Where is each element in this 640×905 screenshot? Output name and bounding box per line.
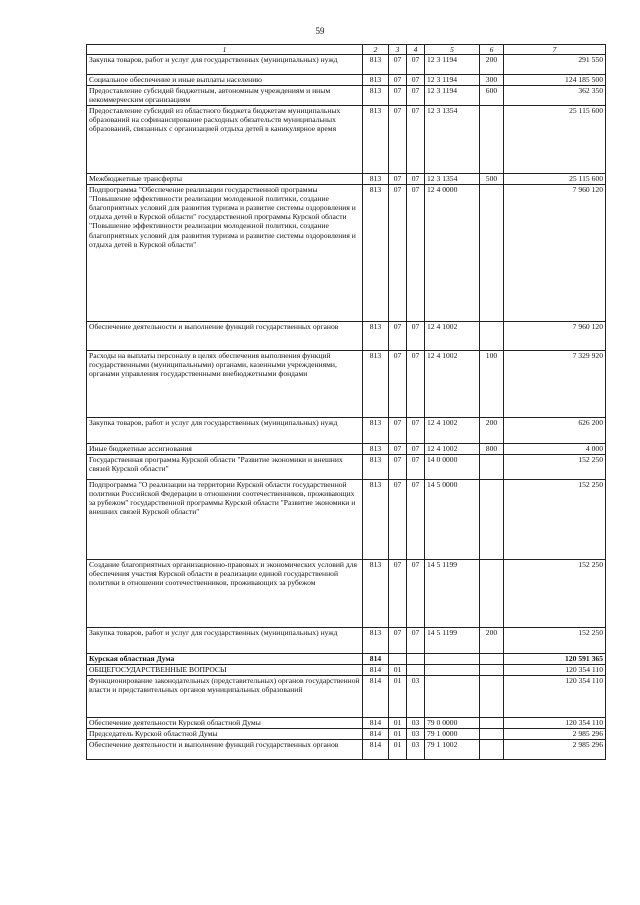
table-row xyxy=(87,185,606,322)
row-target-article: 79 1 1002 xyxy=(425,740,480,760)
row-target-article: 12 4 1002 xyxy=(425,322,480,351)
row-target-article: 12 3 1194 xyxy=(425,75,480,86)
row-target-article xyxy=(425,676,480,718)
row-name: Иные бюджетные ассигнования xyxy=(87,444,363,455)
row-amount: 2 985 296 xyxy=(504,740,606,760)
row-grbs-code: 813 xyxy=(363,560,389,628)
row-amount: 120 354 110 xyxy=(504,676,606,718)
row-name: Межбюджетные трансферты xyxy=(87,174,363,185)
row-grbs-code: 813 xyxy=(363,480,389,560)
row-subsection-code: 07 xyxy=(407,106,425,174)
row-amount: 120 354 110 xyxy=(504,718,606,729)
row-grbs-code: 814 xyxy=(363,665,389,676)
row-grbs-code: 813 xyxy=(363,444,389,455)
budget-table xyxy=(86,44,606,760)
row-section-code: 07 xyxy=(389,174,407,185)
row-name: Создание благоприятных организационно-правовых и экономических условий для обеспечения участия Курской области в реализации единой государственной политики в отношении соотечественников, проживающих за рубежом xyxy=(87,560,363,628)
table-row xyxy=(87,106,606,174)
row-amount: 2 985 296 xyxy=(504,729,606,740)
row-subsection-code: 03 xyxy=(407,718,425,729)
column-header-7: 7 xyxy=(504,45,606,55)
row-grbs-code: 813 xyxy=(363,174,389,185)
row-subsection-code: 07 xyxy=(407,480,425,560)
row-expense-type: 300 xyxy=(480,75,504,86)
row-amount: 7 960 120 xyxy=(504,322,606,351)
table-row xyxy=(87,628,606,654)
row-subsection-code: 03 xyxy=(407,740,425,760)
row-grbs-code: 813 xyxy=(363,185,389,322)
row-name: Функционирование законодательных (представительных) органов государственной власти и представительных органов муниципальных образований xyxy=(87,676,363,718)
row-grbs-code: 814 xyxy=(363,676,389,718)
row-target-article: 79 1 0000 xyxy=(425,729,480,740)
row-name: Закупка товаров, работ и услуг для государственных (муниципальных) нужд xyxy=(87,418,363,444)
row-target-article: 12 3 1194 xyxy=(425,55,480,75)
row-section-code: 07 xyxy=(389,351,407,418)
table-row xyxy=(87,55,606,75)
row-target-article: 12 4 0000 xyxy=(425,185,480,322)
table-row xyxy=(87,75,606,86)
row-amount: 7 329 920 xyxy=(504,351,606,418)
row-subsection-code: 07 xyxy=(407,322,425,351)
row-subsection-code: 07 xyxy=(407,418,425,444)
row-target-article xyxy=(425,654,480,665)
table-row xyxy=(87,444,606,455)
row-subsection-code: 07 xyxy=(407,455,425,480)
table-row xyxy=(87,665,606,676)
row-grbs-code: 814 xyxy=(363,654,389,665)
row-subsection-code: 07 xyxy=(407,560,425,628)
row-subsection-code: 07 xyxy=(407,444,425,455)
row-name: Подпрограмма "О реализации на территории Курской области государственной политики Российской Федерации в отношении соотечественников, проживающих за рубежом" государственной программы Курской области "Развитие экономики и внешних связей Курской области" xyxy=(87,480,363,560)
column-number-header xyxy=(87,45,606,55)
row-subsection-code: 07 xyxy=(407,174,425,185)
row-section-code: 07 xyxy=(389,444,407,455)
row-section-code: 07 xyxy=(389,480,407,560)
row-amount: 626 200 xyxy=(504,418,606,444)
column-header-4: 4 xyxy=(407,45,425,55)
row-subsection-code xyxy=(407,654,425,665)
row-grbs-code: 813 xyxy=(363,322,389,351)
row-grbs-code: 813 xyxy=(363,418,389,444)
row-section-code: 01 xyxy=(389,718,407,729)
row-name: Закупка товаров, работ и услуг для государственных (муниципальных) нужд xyxy=(87,55,363,75)
row-expense-type xyxy=(480,455,504,480)
row-expense-type xyxy=(480,560,504,628)
table-row xyxy=(87,654,606,665)
row-subsection-code: 03 xyxy=(407,676,425,718)
row-subsection-code: 07 xyxy=(407,55,425,75)
row-grbs-code: 813 xyxy=(363,106,389,174)
table-row xyxy=(87,322,606,351)
row-expense-type: 800 xyxy=(480,444,504,455)
table-body xyxy=(87,45,606,760)
row-amount: 120 354 110 xyxy=(504,665,606,676)
row-grbs-code: 813 xyxy=(363,455,389,480)
row-grbs-code: 814 xyxy=(363,729,389,740)
row-expense-type xyxy=(480,322,504,351)
row-amount: 152 250 xyxy=(504,455,606,480)
row-expense-type: 200 xyxy=(480,55,504,75)
row-amount: 362 350 xyxy=(504,86,606,106)
table-row xyxy=(87,718,606,729)
row-subsection-code: 07 xyxy=(407,351,425,418)
column-header-6: 6 xyxy=(480,45,504,55)
row-name: Председатель Курской областной Думы xyxy=(87,729,363,740)
row-amount: 4 000 xyxy=(504,444,606,455)
row-section-code: 01 xyxy=(389,729,407,740)
row-subsection-code: 07 xyxy=(407,185,425,322)
row-expense-type xyxy=(480,665,504,676)
row-grbs-code: 814 xyxy=(363,740,389,760)
row-expense-type xyxy=(480,676,504,718)
row-expense-type: 100 xyxy=(480,351,504,418)
row-name: Государственная программа Курской области "Развитие экономики и внешних связей Курской области" xyxy=(87,455,363,480)
row-subsection-code: 03 xyxy=(407,729,425,740)
table-row xyxy=(87,86,606,106)
table-row xyxy=(87,455,606,480)
row-expense-type xyxy=(480,480,504,560)
row-grbs-code: 813 xyxy=(363,628,389,654)
row-target-article: 12 3 1354 xyxy=(425,174,480,185)
row-expense-type xyxy=(480,654,504,665)
row-expense-type xyxy=(480,185,504,322)
row-section-code: 01 xyxy=(389,665,407,676)
page-number: 59 xyxy=(315,26,325,36)
row-amount: 25 115 600 xyxy=(504,106,606,174)
row-name: Предоставление субсидий бюджетным, автономным учреждениям и иным некоммерческим организациям xyxy=(87,86,363,106)
row-target-article: 14 0 0000 xyxy=(425,455,480,480)
row-grbs-code: 814 xyxy=(363,718,389,729)
row-name: Расходы на выплаты персоналу в целях обеспечения выполнения функций государственными (муниципальными) органами, казенными учреждениями, органами управления государственными внебюджетными фондами xyxy=(87,351,363,418)
table-row xyxy=(87,560,606,628)
table-row xyxy=(87,676,606,718)
row-amount: 152 250 xyxy=(504,560,606,628)
row-target-article: 14 5 1199 xyxy=(425,560,480,628)
row-subsection-code: 07 xyxy=(407,86,425,106)
row-section-code: 07 xyxy=(389,185,407,322)
row-expense-type: 200 xyxy=(480,628,504,654)
row-amount: 152 250 xyxy=(504,628,606,654)
row-name: Обеспечение деятельности Курской областной Думы xyxy=(87,718,363,729)
row-section-code: 07 xyxy=(389,75,407,86)
table-row xyxy=(87,729,606,740)
row-amount: 124 185 500 xyxy=(504,75,606,86)
row-amount: 25 115 600 xyxy=(504,174,606,185)
table-row xyxy=(87,418,606,444)
column-header-2: 2 xyxy=(363,45,389,55)
table-row xyxy=(87,351,606,418)
row-section-code: 01 xyxy=(389,676,407,718)
row-target-article: 12 4 1002 xyxy=(425,418,480,444)
row-name: ОБЩЕГОСУДАРСТВЕННЫЕ ВОПРОСЫ xyxy=(87,665,363,676)
row-target-article: 12 4 1002 xyxy=(425,351,480,418)
row-section-code: 07 xyxy=(389,106,407,174)
row-grbs-code: 813 xyxy=(363,351,389,418)
row-expense-type xyxy=(480,718,504,729)
row-subsection-code: 07 xyxy=(407,628,425,654)
row-amount: 120 591 365 xyxy=(504,654,606,665)
row-grbs-code: 813 xyxy=(363,75,389,86)
column-header-1: 1 xyxy=(87,45,363,55)
row-expense-type: 500 xyxy=(480,174,504,185)
row-name: Предоставление субсидий из областного бюджета бюджетам муниципальных образований на софинансирование расходных обязательств муниципальных образований, связанных с организацией отдыха детей в каникулярное время xyxy=(87,106,363,174)
row-section-code: 07 xyxy=(389,628,407,654)
row-subsection-code: 07 xyxy=(407,75,425,86)
row-expense-type xyxy=(480,729,504,740)
row-name: Социальное обеспечение и иные выплаты населению xyxy=(87,75,363,86)
row-name: Закупка товаров, работ и услуг для государственных (муниципальных) нужд xyxy=(87,628,363,654)
row-section-code: 07 xyxy=(389,322,407,351)
row-expense-type xyxy=(480,740,504,760)
row-name: Подпрограмма "Обеспечение реализации государственной программы "Повышение эффективности реализации молодежной политики, создание благоприятных условий для развития туризма и развитие системы оздоровления и отдыха детей в Курской области" государственной программы Курской области "Повышение эффективности реализации молодежной политики, создание благоприятных условий для развития туризма и развитие системы оздоровления и отдыха детей в Курской области" xyxy=(87,185,363,322)
row-amount: 152 250 xyxy=(504,480,606,560)
row-section-code: 07 xyxy=(389,455,407,480)
row-section-code: 07 xyxy=(389,55,407,75)
row-amount: 7 960 120 xyxy=(504,185,606,322)
row-expense-type xyxy=(480,106,504,174)
row-amount: 291 550 xyxy=(504,55,606,75)
row-target-article: 12 3 1194 xyxy=(425,86,480,106)
row-target-article: 14 5 1199 xyxy=(425,628,480,654)
row-expense-type: 200 xyxy=(480,418,504,444)
row-name: Курская областная Дума xyxy=(87,654,363,665)
row-section-code: 07 xyxy=(389,560,407,628)
table-row xyxy=(87,740,606,760)
row-subsection-code xyxy=(407,665,425,676)
row-grbs-code: 813 xyxy=(363,86,389,106)
row-section-code: 07 xyxy=(389,418,407,444)
row-target-article: 79 0 0000 xyxy=(425,718,480,729)
row-section-code: 07 xyxy=(389,86,407,106)
row-name: Обеспечение деятельности и выполнение функций государственных органов xyxy=(87,740,363,760)
row-name: Обеспечение деятельности и выполнение функций государственных органов xyxy=(87,322,363,351)
row-section-code: 01 xyxy=(389,740,407,760)
column-header-5: 5 xyxy=(425,45,480,55)
row-grbs-code: 813 xyxy=(363,55,389,75)
row-target-article: 12 4 1002 xyxy=(425,444,480,455)
table-row xyxy=(87,480,606,560)
row-target-article xyxy=(425,665,480,676)
column-header-3: 3 xyxy=(389,45,407,55)
row-target-article: 14 5 0000 xyxy=(425,480,480,560)
row-target-article: 12 3 1354 xyxy=(425,106,480,174)
row-section-code xyxy=(389,654,407,665)
table-row xyxy=(87,174,606,185)
row-expense-type: 600 xyxy=(480,86,504,106)
